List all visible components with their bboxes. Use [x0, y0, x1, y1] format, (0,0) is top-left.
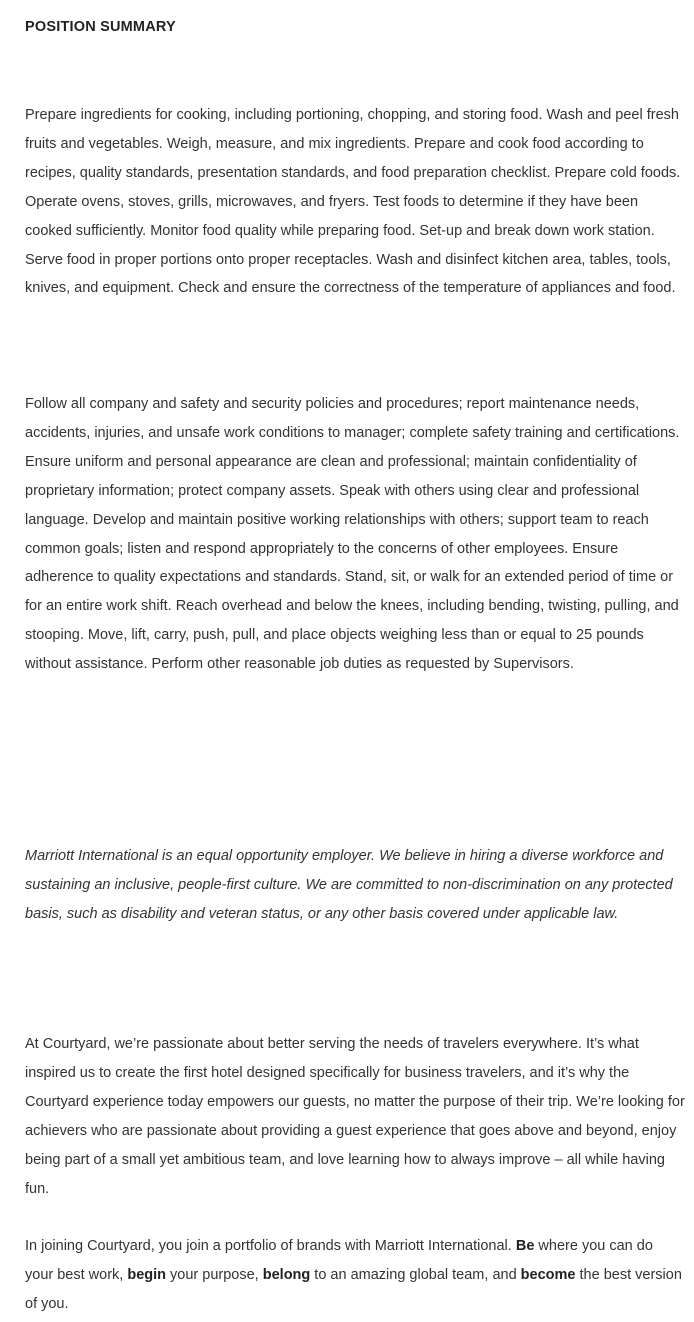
courtyard-brand-paragraph	[25, 1232, 685, 1319]
brand-bold-be: Be	[515, 1238, 535, 1254]
brand-text-3: your purpose,	[166, 1266, 263, 1283]
position-summary-heading: POSITION SUMMARY	[25, 19, 176, 35]
brand-bold-begin: begin	[127, 1266, 167, 1283]
brand-text-5: the best version of you.	[25, 1266, 682, 1312]
brand-text-1: In joining Courtyard, you join a portfolio of brands with Marriott International.	[25, 1238, 516, 1254]
brand-text-2: where you can do your best work,	[25, 1238, 653, 1283]
brand-bold-become: become	[520, 1266, 576, 1283]
policies-paragraph: Follow all company and safety and security policies and procedures; report maintenance needs, accidents, injuries, and unsafe work conditions to manager; complete safety training and certifications. Ensure uniform and personal appearance are clean and professional; maintain confidentiality of proprietary information; protect company assets. Speak with others using clear and professional language. Develop and maintain positive working relationships with others; support team to reach common goals; listen and respond appropriately to the concerns of other employees. Ensure adherence to quality expectations and standards. Stand, sit, or walk for an extended period of time or for an entire work shift. Reach overhead and below the knees, including bending, twisting, pulling, and stooping. Move, lift, carry, push, pull, and place objects weighing less than or equal to 25 pounds without assistance. Perform other reasonable job duties as requested by Supervisors.	[25, 396, 680, 673]
equal-opportunity-paragraph: Marriott International is an equal opportunity employer. We believe in hiring a diverse workforce and sustaining an inclusive, people-first culture. We are committed to non-discrimination on any protected basis, such as disability and veteran status, or any other basis covered under applicable law.	[25, 848, 673, 922]
duties-paragraph: Prepare ingredients for cooking, including portioning, chopping, and storing food. Wash and peel fresh fruits and vegetables. Weigh, measure, and mix ingredients. Prepare and cook food according to recipes, quality standards, presentation standards, and food preparation checklist. Prepare cold foods. Operate ovens, stoves, grills, microwaves, and fryers. Test foods to determine if they have been cooked sufficiently. Monitor food quality while preparing food. Set-up and break down work station. Serve food in proper portions onto proper receptacles. Wash and disinfect kitchen area, tables, tools, knives, and equipment. Check and ensure the correctness of the temperature of appliances and food.	[25, 107, 681, 297]
brand-bold-belong: belong	[262, 1266, 311, 1283]
courtyard-intro-paragraph: At Courtyard, we’re passionate about better serving the needs of travelers everywhere. It’s what inspired us to create the first hotel designed specifically for business travelers, and it’s why the Courtyard experience today empowers our guests, no matter the purpose of their trip. We’re looking for achievers who are passionate about providing a guest experience that goes above and beyond, enjoy being part of a small yet ambitious team, and love learning how to always improve – all while having fun.	[25, 1036, 685, 1197]
brand-text-4: to an amazing global team, and	[310, 1266, 521, 1283]
